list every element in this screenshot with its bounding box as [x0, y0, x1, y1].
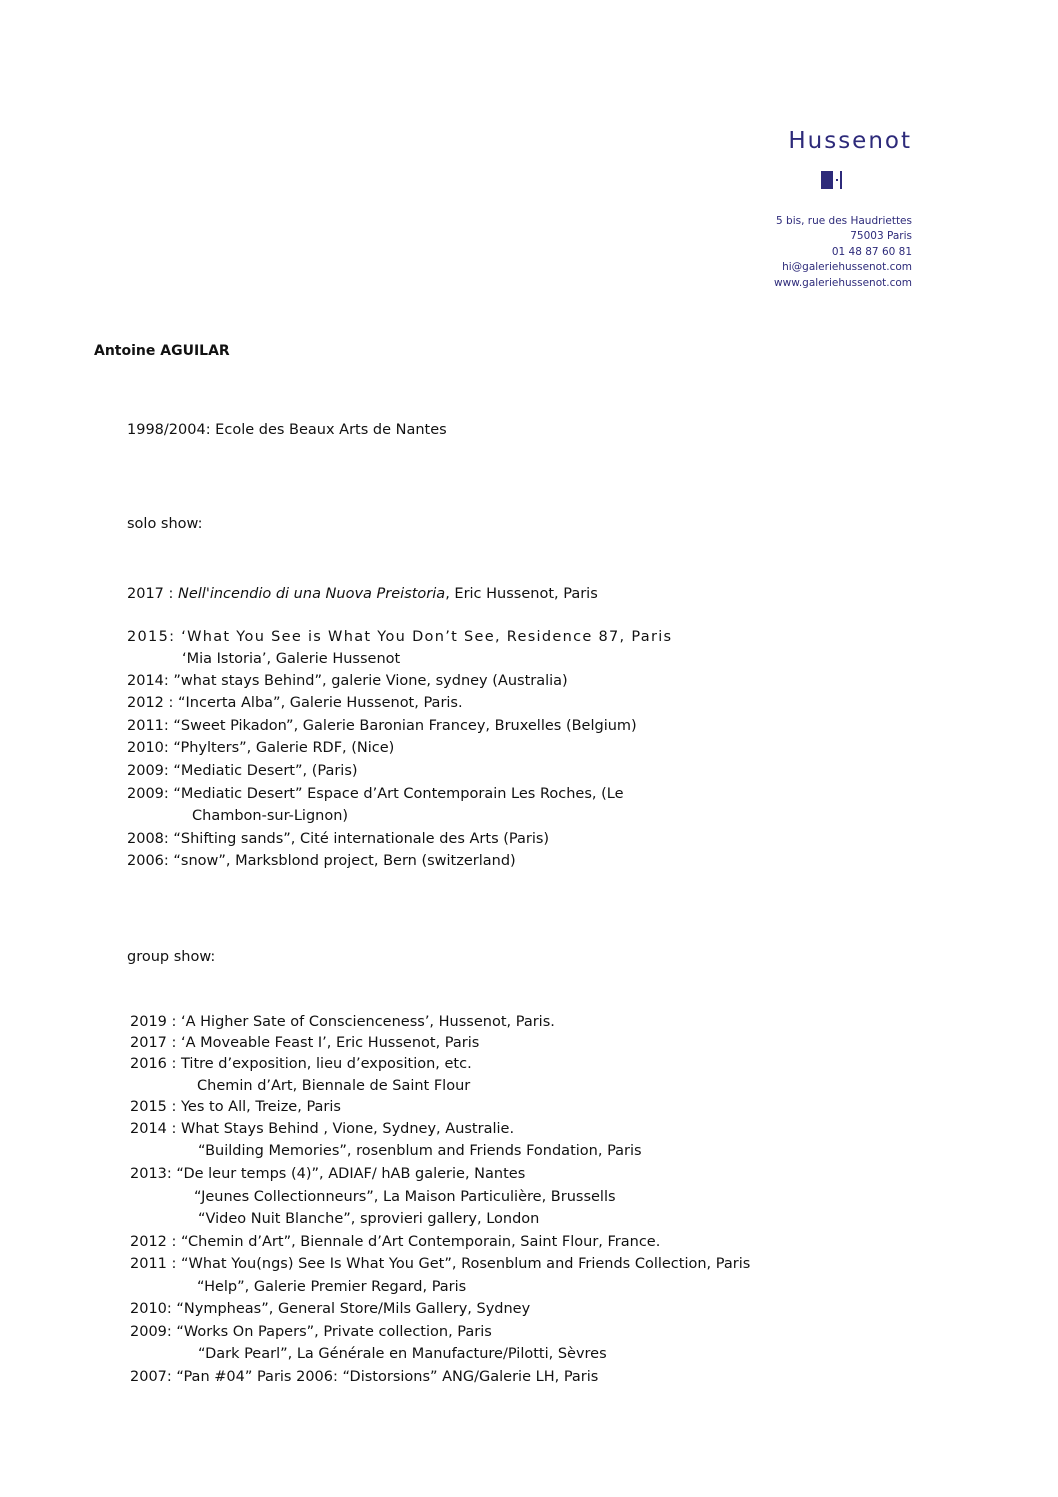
solo-item: 2014: ”what stays Behind”, galerie Vione, sydney (Australia) — [127, 673, 568, 689]
group-item: 2011 : “What You(ngs) See Is What You Get”, Rosenblum and Friends Collection, Paris — [130, 1256, 751, 1272]
solo-item: 2015: ‘What You See is What You Don’t See, Residence 87, Paris — [127, 629, 673, 645]
gallery-logo-mark — [821, 171, 847, 189]
gallery-logo: Hussenot — [788, 128, 912, 154]
address-website[interactable]: www.galeriehussenot.com — [774, 276, 912, 289]
solo-item — [127, 586, 598, 602]
artist-name: Antoine AGUILAR — [94, 343, 230, 359]
solo-item: Chambon-sur-Lignon) — [192, 808, 349, 824]
address-street: 5 bis, rue des Haudriettes — [776, 215, 912, 227]
group-item: “Dark Pearl”, La Générale en Manufacture/Pilotti, Sèvres — [198, 1346, 607, 1362]
group-item: 2014 : What Stays Behind , Vione, Sydney, Australie. — [130, 1121, 515, 1137]
group-item: “Building Memories”, rosenblum and Friends Fondation, Paris — [198, 1143, 642, 1159]
solo-item: 2010: “Phylters”, Galerie RDF, (Nice) — [127, 740, 395, 756]
group-item: 2007: “Pan #04” Paris 2006: “Distorsions” ANG/Galerie LH, Paris — [130, 1369, 599, 1385]
group-item: “Video Nuit Blanche”, sprovieri gallery, London — [198, 1211, 540, 1227]
group-item: 2017 : ‘A Moveable Feast I’, Eric Hussenot, Paris — [130, 1035, 480, 1051]
group-item: 2016 : Titre d’exposition, lieu d’exposition, etc. — [130, 1056, 472, 1072]
gallery-address — [774, 214, 912, 291]
solo-item: 2011: “Sweet Pikadon”, Galerie Baronian Francey, Bruxelles (Belgium) — [127, 718, 637, 734]
group-item: Chemin d’Art, Biennale de Saint Flour — [197, 1078, 471, 1094]
group-item: 2010: “Nympheas”, General Store/Mils Gallery, Sydney — [130, 1301, 531, 1317]
group-item: 2019 : ‘A Higher Sate of Conscienceness’, Hussenot, Paris. — [130, 1014, 555, 1030]
solo-item: ‘Mia Istoria’, Galerie Hussenot — [182, 651, 401, 667]
address-phone: 01 48 87 60 81 — [831, 245, 912, 258]
solo-heading: solo show: — [127, 516, 203, 532]
group-item: 2015 : Yes to All, Treize, Paris — [130, 1099, 341, 1115]
group-item: “Jeunes Collectionneurs”, La Maison Particulière, Brussells — [194, 1189, 616, 1205]
solo-item-title: Nell'incendio di una Nuova Preistoria — [178, 586, 446, 602]
group-item: 2009: “Works On Papers”, Private collection, Paris — [130, 1324, 492, 1340]
solo-item-venue: , Eric Hussenot, Paris — [445, 586, 598, 602]
address-city: 75003 Paris — [850, 230, 912, 243]
group-heading: group show: — [127, 949, 216, 965]
group-item: 2012 : “Chemin d’Art”, Biennale d’Art Contemporain, Saint Flour, France. — [130, 1234, 661, 1250]
solo-item-year: 2017 : — [127, 586, 179, 602]
solo-item: 2009: “Mediatic Desert” Espace d’Art Contemporain Les Roches, (Le — [127, 786, 624, 802]
group-item: “Help”, Galerie Premier Regard, Paris — [197, 1279, 467, 1295]
education-line: 1998/2004: Ecole des Beaux Arts de Nantes — [127, 422, 447, 438]
address-email[interactable]: hi@galeriehussenot.com — [782, 261, 912, 274]
solo-item: 2008: “Shifting sands”, Cité internationale des Arts (Paris) — [127, 831, 550, 847]
solo-item: 2006: “snow”, Marksblond project, Bern (switzerland) — [127, 853, 516, 869]
solo-item: 2009: “Mediatic Desert”, (Paris) — [127, 763, 358, 779]
solo-item: 2012 : “Incerta Alba”, Galerie Hussenot, Paris. — [127, 695, 463, 711]
group-item: 2013: “De leur temps (4)”, ADIAF/ hAB galerie, Nantes — [130, 1166, 526, 1182]
